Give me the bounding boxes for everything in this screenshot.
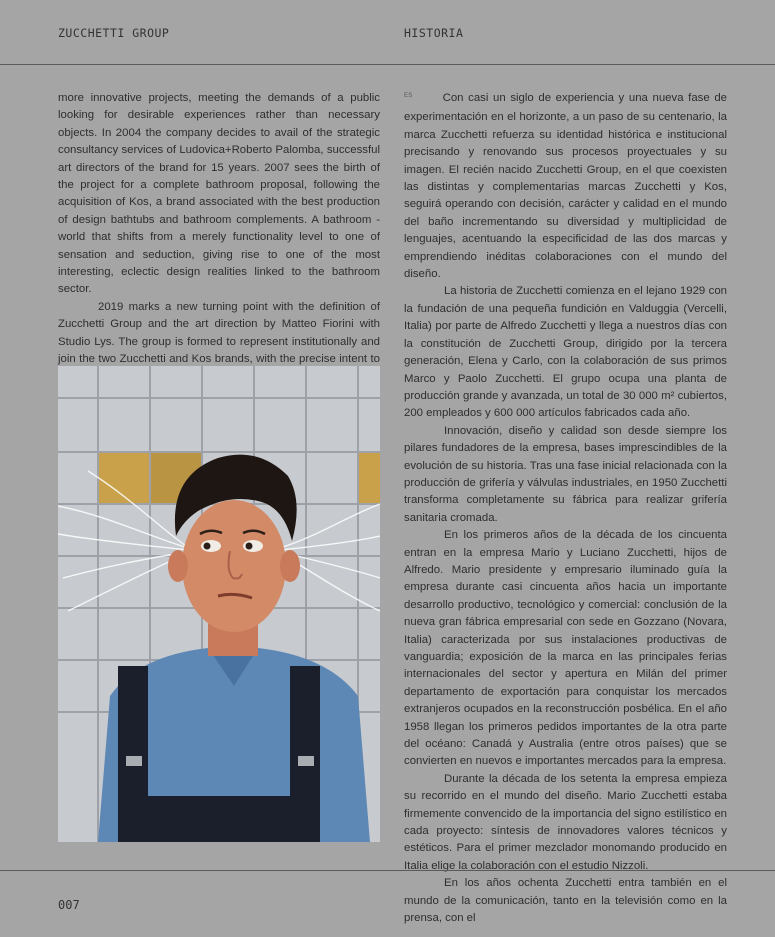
overall-buckle: [126, 756, 142, 766]
overall-bib: [130, 796, 320, 842]
spanish-paragraph: En los años ochenta Zucchetti entra también en el mundo de la comunicación, tanto en la televisión como en la prensa, con el: [404, 877, 727, 925]
photo-illustration: [58, 366, 380, 842]
photo-man-water-jets: [58, 366, 380, 842]
english-paragraph: 2019 marks a new turning point with the definition of Zucchetti Group and the art direction by Matteo Fiorini with Studio Lys. The group is formed to represent institutionally and join the two Zucchetti and Kos brands, with the precise intent to: [58, 300, 380, 366]
gold-tile: [99, 453, 149, 503]
overall-buckle: [298, 756, 314, 766]
page-header: [0, 0, 775, 65]
spanish-paragraph: [404, 90, 727, 283]
gold-tile: [359, 453, 380, 503]
english-text-column: [58, 90, 380, 403]
spanish-paragraph-text: Con casi un siglo de experiencia y una nueva fase de experimentación en el horizonte, a un paso de su centenario, la marca Zucchetti refuerza su identidad histórica e institucional precisando y renovando sus procesos proyectuales y su imagen. El recién nacido Zucchetti Group, en el que coexisten las distintas y complementarias marcas Zucchetti y Kos, seguirá operando con decisión, carácter y calidad en el mundo del baño incrementando su diversidad y multiplicidad de lenguajes, acentuando la especificidad de las dos marcas y emprendiendo inéditas colaboraciones con el mundo del diseño.: [404, 92, 727, 281]
spanish-paragraph: En los primeros años de la década de los cincuenta entran en la empresa Mario y Luciano Zucchetti, hijos de Alfredo. Mario presidente y empresario iluminado guía la empresa durante casi cincuenta años hacia un importante desarrollo productivo, tecnológico y comercial: conclusión de la nueva gran fábrica empresarial con sede en Gozzano (Novara, Italia) caracterizada por sus instalaciones productivas de vanguardia; exposición de la marca en las principales ferias internacionales del sector y apertura en Milán del primer departamento de exportación para conquistar los mercados extranjeros ocupados en la reconstrucción posbélica. En el año 1958 llegan los primeros pedidos importantes de la otra parte del océano: Canadá y Australia (entre otros países) que se convierten en nuevos e importantes mercados para la empresa.: [404, 529, 727, 768]
spanish-text-column: [404, 90, 727, 928]
section-title: HISTORIA: [404, 26, 464, 40]
spanish-paragraph: Innovación, diseño y calidad son desde siempre los pilares fundadores de la empresa, bases imprescindibles de la evolución de su historia. Tras una fase inicial relacionada con la producción de grifería y válvulas industriales, en 1950 Zucchetti transforma completamente su fábrica para realizar grifería sanitaria cromada.: [404, 424, 727, 524]
language-tag: ES: [404, 93, 413, 99]
ear-left: [168, 550, 188, 582]
page-footer: [0, 870, 775, 937]
ear-right: [280, 550, 300, 582]
page-number: 007: [58, 898, 80, 912]
english-paragraph: more innovative projects, meeting the demands of a public looking for desirable experiences rather than necessary objects. In 2004 the company decides to avail of the strategic consultancy services of Ludovica+Roberto Palomba, successful art directors of the brand for 15 years. 2007 sees the birth of the project for a complete bathroom proposal, following the acquisition of Kos, a brand associated with the best production of design bathtubs and bathroom complements. A bathroom - world that shifts from a merely functionality level to one of sensation and seduction, giving rise to one of the most interesting, eclectic design realities linked to the bathroom sector.: [58, 92, 380, 296]
brand-title: ZUCCHETTI GROUP: [58, 26, 170, 40]
spanish-paragraph: La historia de Zucchetti comienza en el lejano 1929 con la fundación de una pequeña fundición en Valduggia (Vercelli, Italia) por parte de Alfredo Zucchetti y llega a nuestros días con la constitución de Zucchetti Group, dirigido por la tercera generación, Elena y Carlo, con la colaboración de sus primos Marco y Paolo Zucchetti. El grupo ocupa una planta de producción grande y avanzada, un total de 30 000 m² cubiertos, 200 empleados y 600 000 artículos fabricados cada año.: [404, 285, 727, 420]
face: [182, 500, 286, 632]
spanish-paragraph: Durante la década de los setenta la empresa empieza su recorrido en el mundo del diseño. Mario Zucchetti estaba firmemente convencido de la importancia del signo estilístico en cada proyecto: síntesis de innovadores valores técnicos y estéticos. Para el primer mezclador monomando producido en Italia elige la colaboración con el estudio Nizzoli.: [404, 772, 727, 872]
